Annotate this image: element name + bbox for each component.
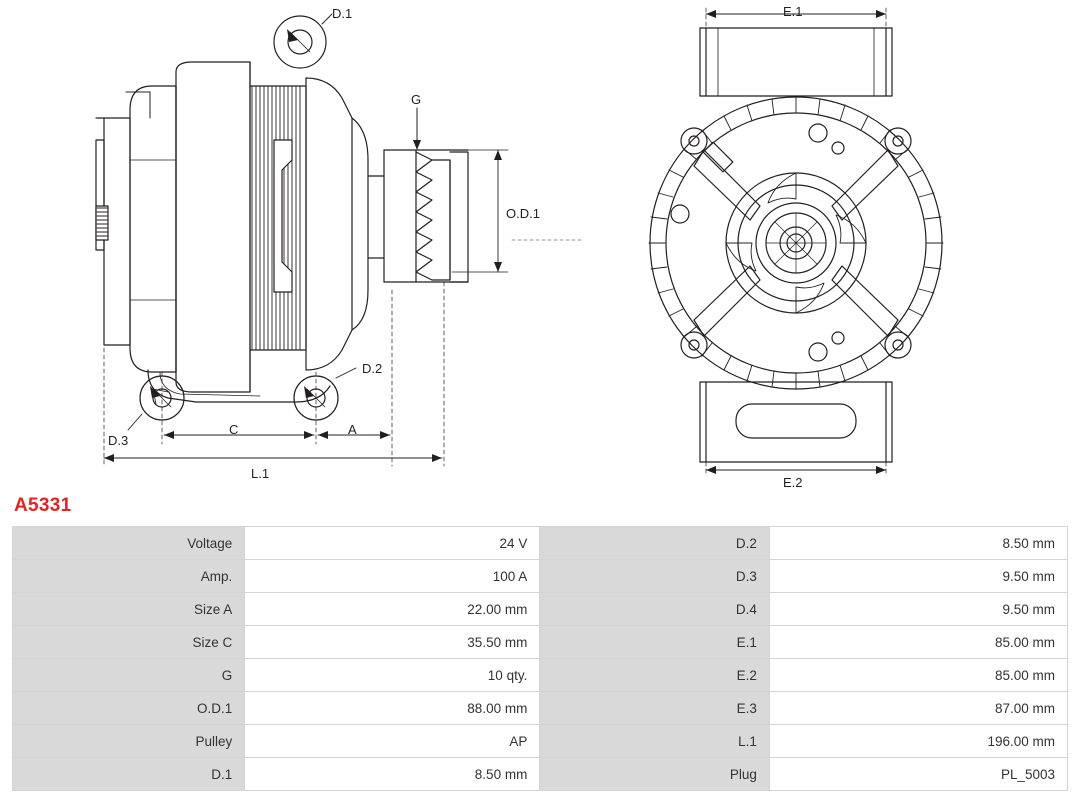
spec-label: O.D.1: [13, 692, 245, 725]
table-row: [13, 527, 1068, 560]
table-row: [13, 626, 1068, 659]
spec-label: E.2: [540, 659, 770, 692]
label-g: G: [411, 92, 422, 107]
label-e2: E.2: [783, 475, 803, 490]
spec-label: Size A: [13, 593, 245, 626]
spec-label: D.4: [540, 593, 770, 626]
spec-label: D.1: [13, 758, 245, 791]
spec-label: Plug: [540, 758, 770, 791]
spec-value: 24 V: [245, 527, 540, 560]
spec-table-body: [13, 527, 1068, 791]
table-row: [13, 725, 1068, 758]
spec-label: Amp.: [13, 560, 245, 593]
spec-label: Voltage: [13, 527, 245, 560]
spec-value: 85.00 mm: [769, 659, 1067, 692]
spec-label: Size C: [13, 626, 245, 659]
spec-label: D.2: [540, 527, 770, 560]
front-view-group: [649, 8, 943, 476]
spec-value: 22.00 mm: [245, 593, 540, 626]
label-d1: D.1: [332, 6, 353, 21]
label-d3: D.3: [108, 433, 129, 448]
spec-value: 9.50 mm: [769, 560, 1067, 593]
spec-value: 8.50 mm: [245, 758, 540, 791]
spec-value: 35.50 mm: [245, 626, 540, 659]
spec-value: 10 qty.: [245, 659, 540, 692]
specifications-table: [12, 526, 1068, 791]
label-a: A: [348, 422, 357, 437]
side-view-group: [96, 14, 584, 466]
spec-value: AP: [245, 725, 540, 758]
part-code: A5331: [14, 495, 72, 516]
spec-label: E.1: [540, 626, 770, 659]
table-row: [13, 593, 1068, 626]
spec-value: 9.50 mm: [769, 593, 1067, 626]
label-e1: E.1: [783, 4, 803, 19]
spec-value: 88.00 mm: [245, 692, 540, 725]
table-row: [13, 692, 1068, 725]
table-row: [13, 659, 1068, 692]
table-row: [13, 758, 1068, 791]
spec-value: 85.00 mm: [769, 626, 1067, 659]
label-od1: O.D.1: [506, 206, 540, 221]
spec-value: 87.00 mm: [769, 692, 1067, 725]
spec-label: Pulley: [13, 725, 245, 758]
spec-label: D.3: [540, 560, 770, 593]
label-c: C: [229, 422, 239, 437]
spec-value: 8.50 mm: [769, 527, 1067, 560]
spec-value: 196.00 mm: [769, 725, 1067, 758]
spec-value: 100 A: [245, 560, 540, 593]
table-row: [13, 560, 1068, 593]
spec-value: PL_5003: [769, 758, 1067, 791]
label-l1: L.1: [251, 466, 270, 481]
spec-label: G: [13, 659, 245, 692]
label-d2: D.2: [362, 361, 383, 376]
spec-label: L.1: [540, 725, 770, 758]
spec-label: E.3: [540, 692, 770, 725]
